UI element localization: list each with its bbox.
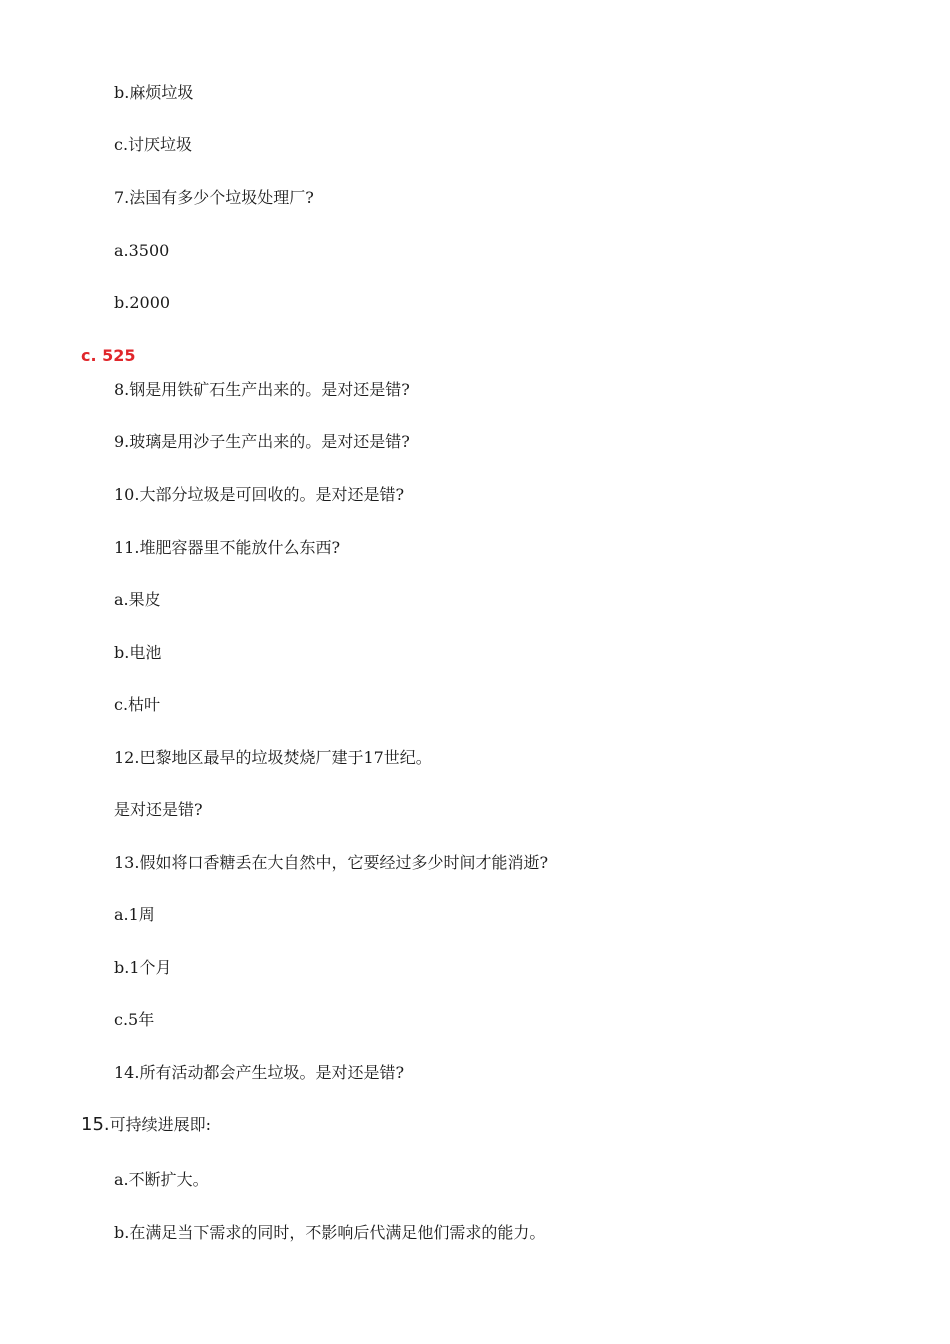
question-11: 11.堆肥容器里不能放什么东西? [114, 538, 341, 557]
option-a-q7: a.3500 [114, 241, 170, 260]
question-15-number: 15. [81, 1114, 110, 1135]
question-15-text: 可持续进展即: [109, 1115, 212, 1134]
option-b-q15: b.在满足当下需求的同时，不影响后代满足他们需求的能力。 [114, 1223, 546, 1242]
option-a-q15: a.不断扩大。 [114, 1170, 209, 1189]
option-c-q7-answer: c. 525 [81, 346, 136, 365]
question-12: 12.巴黎地区最早的垃圾焚烧厂建于17世纪。 [114, 748, 432, 767]
option-b-q7: b.2000 [114, 293, 171, 312]
question-10: 10.大部分垃圾是可回收的。是对还是错? [114, 485, 405, 504]
question-7: 7.法国有多少个垃圾处理厂? [114, 188, 314, 207]
option-b-q6: b.麻烦垃圾 [114, 83, 194, 102]
question-8: 8.钢是用铁矿石生产出来的。是对还是错? [114, 380, 410, 399]
question-9: 9.玻璃是用沙子生产出来的。是对还是错? [114, 432, 410, 451]
option-c-q11: c.枯叶 [114, 695, 161, 714]
option-b-q11: b.电池 [114, 643, 162, 662]
question-12-continued: 是对还是错? [114, 800, 203, 819]
option-a-q13: a.1周 [114, 905, 155, 924]
option-a-q11: a.果皮 [114, 590, 161, 609]
question-14: 14.所有活动都会产生垃圾。是对还是错? [114, 1063, 405, 1082]
option-c-q6: c.讨厌垃圾 [114, 135, 193, 154]
option-b-q13: b.1个月 [114, 958, 172, 977]
question-15 [81, 1115, 211, 1135]
option-c-q13: c.5年 [114, 1010, 155, 1029]
question-13: 13.假如将口香糖丢在大自然中，它要经过多少时间才能消逝? [114, 853, 549, 872]
